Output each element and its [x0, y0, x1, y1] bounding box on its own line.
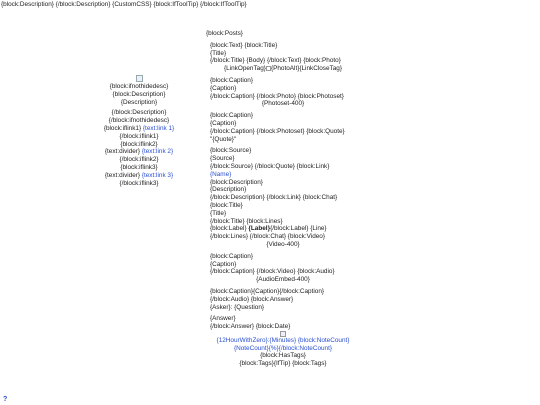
- photoset-tag: {Photoset-400}: [261, 100, 305, 108]
- sidebar: [100, 75, 178, 187]
- sidebar-link3-row: {text:divider} {text:link 3}: [104, 171, 174, 179]
- sidebar-link2-row: {text:divider} {text:link 2}: [104, 148, 174, 156]
- quote-block: {block:Caption} {Caption} {/block:Caption} {/block:Photoset} {block:Quote} "{Quote}": [206, 112, 356, 143]
- sidebar-desc-line: {/block:ifnothidedesc}: [108, 117, 170, 125]
- link-1[interactable]: {text:link 1}: [142, 124, 175, 132]
- date-block: {Answer} {/block:Answer} {block:Date} {12HourWithZero}:{Minutes} {block:NoteCount} {NoteCount}{%}{/block:NoteCount} {block:HasTags} {block:Tags}{IfTip} {block:Tags}: [206, 315, 356, 368]
- link-3[interactable]: {text:link 3}: [141, 171, 174, 179]
- link-name[interactable]: {Name}: [210, 170, 232, 178]
- help-icon[interactable]: ?: [3, 396, 8, 403]
- photo-caption-block: {block:Caption} {Caption} {/block:Caption} {/block:Photo} {block:Photoset} {Photoset-400}: [206, 77, 356, 108]
- sidebar-desc-line: {Description}: [120, 98, 158, 106]
- note-count[interactable]: {NoteCount}{%}{/block:NoteCount}: [233, 344, 333, 352]
- top-template-line: {block:Description} {/block:Description} {CustomCSS} {block:IfToolTip} {/block:IfToolTip}: [1, 1, 247, 8]
- quote-tag: "{Quote}": [210, 135, 237, 143]
- label-tag: {Label}: [248, 225, 271, 233]
- audio-block: {block:Caption} {Caption} {/block:Caption} {/block:Video} {block:Audio} {AudioEmbed-400}: [206, 253, 356, 284]
- audio-tag: {AudioEmbed-400}: [256, 276, 310, 284]
- sidebar-desc-line: {block:Description}: [112, 90, 166, 98]
- sidebar-iflink2: {block:iflink2}: [120, 140, 158, 148]
- broken-image-icon: [136, 75, 143, 82]
- date-notes-link[interactable]: {12HourWithZero}:{Minutes} {block:NoteCount}: [216, 336, 350, 344]
- sidebar-iflink2-close: {/block:iflink2}: [119, 156, 159, 164]
- text-post-block: {block:Text} {block:Title} {Title} {/block:Title} {Body} {/block:Text} {block:Photo} {LinkOpenTag} {PhotoAlt}{LinkCloseTag}: [210, 41, 342, 73]
- video-tag: {Video-400}: [266, 240, 300, 248]
- posts-header: {block:Posts}: [206, 30, 243, 37]
- sidebar-iflink3-close: {/block:iflink3}: [119, 179, 159, 187]
- link-chat-block: {block:Source} {Source} {/block:Source} {/block:Quote} {block:Link} {Name} {block:Description} {Description} {/block:Description} {/block:Link} {block:Chat} {block:Title} {Title} {/block:Title} {block:Lines} {block:Label} {Label}{/block:Label} {Line} {/block:Lines} {/block:Chat} {block:Video} {Video-400}: [206, 147, 356, 248]
- link-2[interactable]: {text:link 2}: [141, 148, 174, 156]
- sidebar-iflink3: {block:iflink3}: [120, 163, 158, 171]
- answer-block: {block:Caption}{Caption}{/block:Caption} {/block:Audio} {block:Answer} {Asker}: {Question}: [206, 288, 356, 311]
- asker-line: {Asker}: {Question}: [210, 303, 265, 311]
- sidebar-link1-row: {block:iflink1} {text:link 1} {/block:iflink1}: [103, 124, 175, 140]
- sidebar-desc-line: {/block:Description}: [111, 109, 167, 117]
- posts-column: [206, 30, 356, 368]
- sidebar-desc-line: {block:ifnothidedesc}: [109, 83, 169, 90]
